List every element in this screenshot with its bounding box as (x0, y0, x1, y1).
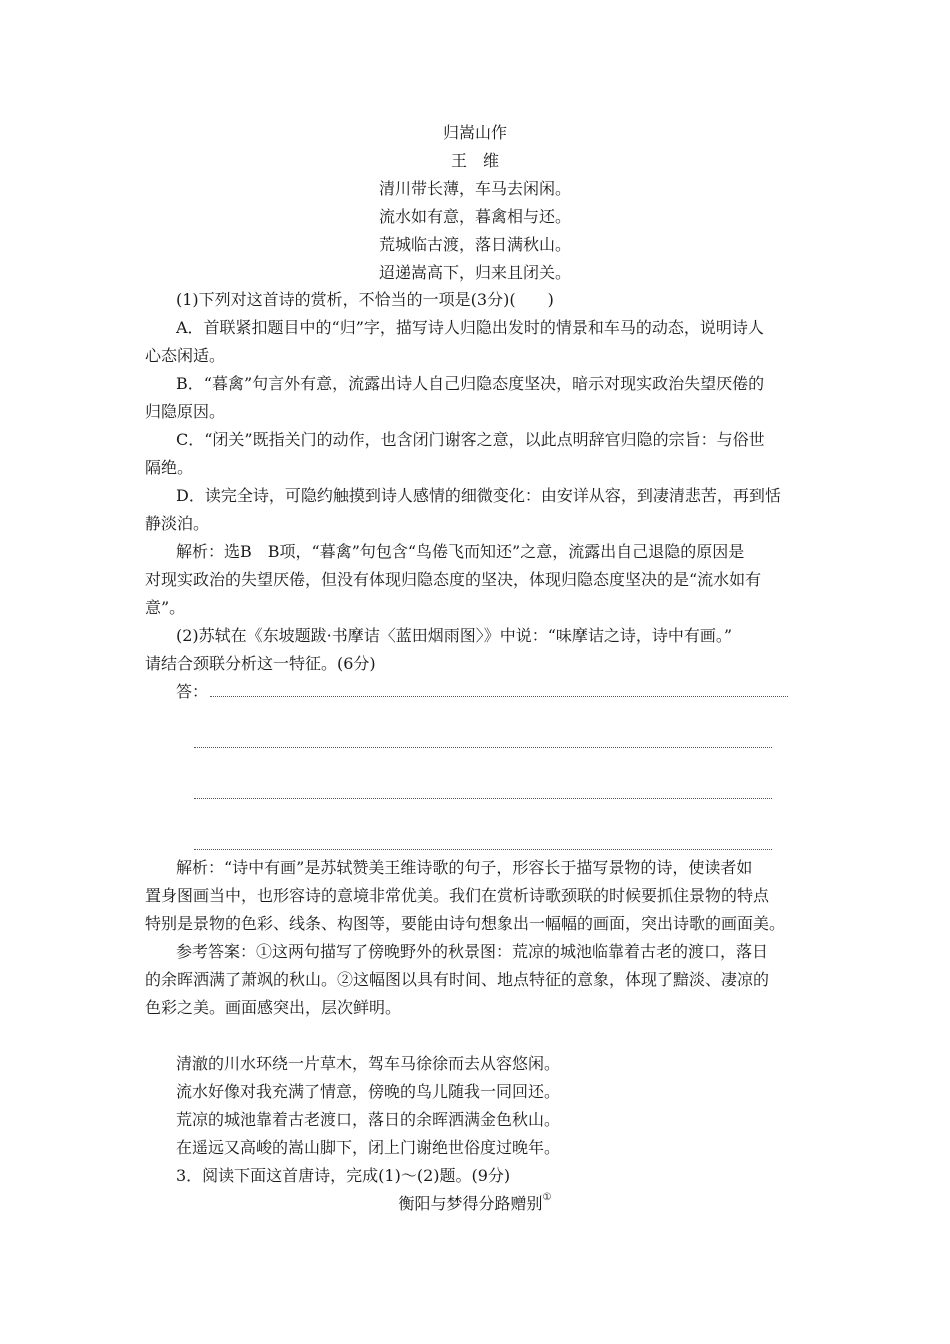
q2-stem-line1: (2)苏轼在《东坡题跋·书摩诘〈蓝田烟雨图〉》中说：“味摩诘之诗，诗中有画。” (176, 626, 733, 645)
footnote-marker: ① (542, 1192, 552, 1203)
q1-option-c-line1: C．“闭关”既指关门的动作，也含闭门谢客之意，以此点明辞官归隐的宗旨：与俗世 (176, 430, 765, 449)
q2-stem-line2: 请结合颈联分析这一特征。(6分) (145, 654, 376, 673)
poem-line-4: 迢递嵩高下，归来且闭关。 (378, 263, 571, 282)
q1-analysis-line2: 对现实政治的失望厌倦，但没有体现归隐态度的坚决，体现归隐态度坚决的是“流水如有 (145, 570, 762, 589)
answer-line-3[interactable] (194, 798, 772, 799)
q1-stem: (1)下列对这首诗的赏析，不恰当的一项是(3分)( ) (176, 290, 554, 309)
q3-poem-title (0, 1193, 950, 1215)
answer-line-4[interactable] (194, 849, 772, 850)
translation-line-4: 在遥远又高峻的嵩山脚下，闭上门谢绝世俗度过晚年。 (176, 1138, 561, 1157)
answer-line-2[interactable] (194, 747, 772, 748)
poem-author: 王 维 (450, 151, 499, 170)
answer-line-1[interactable] (210, 696, 788, 697)
answer-label: 答： (176, 682, 209, 701)
q2-reference-line3: 色彩之美。画面感突出，层次鲜明。 (145, 998, 402, 1017)
q1-option-b-line2: 归隐原因。 (145, 402, 226, 421)
q2-analysis-line1: 解析：“诗中有画”是苏轼赞美王维诗歌的句子，形容长于描写景物的诗，使读者如 (176, 858, 753, 877)
translation-line-3: 荒凉的城池靠着古老渡口，落日的余晖洒满金色秋山。 (176, 1110, 561, 1129)
q1-option-d-line2: 静淡泊。 (145, 514, 210, 533)
poem-title: 归嵩山作 (442, 123, 507, 142)
translation-line-2: 流水好像对我充满了情意，傍晚的鸟儿随我一同回还。 (176, 1082, 561, 1101)
q2-analysis-line3: 特别是景物的色彩、线条、构图等，要能由诗句想象出一幅幅的画面，突出诗歌的画面美。 (145, 914, 786, 933)
poem-line-1: 清川带长薄，车马去闲闲。 (378, 179, 571, 198)
q1-analysis-line3: 意”。 (145, 598, 186, 617)
q2-reference-line2: 的余晖洒满了萧飒的秋山。②这幅图以具有时间、地点特征的意象，体现了黯淡、凄凉的 (145, 970, 770, 989)
q2-reference-line1: 参考答案：①这两句描写了傍晚野外的秋景图：荒凉的城池临靠着古老的渡口，落日 (176, 942, 769, 961)
q3-poem-title-text: 衡阳与梦得分路赠别 (398, 1194, 543, 1213)
translation-line-1: 清澈的川水环绕一片草木，驾车马徐徐而去从容悠闲。 (176, 1054, 561, 1073)
q1-option-d-line1: D．读完全诗，可隐约触摸到诗人感情的细微变化：由安详从容，到凄清悲苦，再到恬 (176, 486, 781, 505)
q1-option-b-line1: B．“暮禽”句言外有意，流露出诗人自己归隐态度坚决，暗示对现实政治失望厌倦的 (176, 374, 765, 393)
q1-analysis-line1: 解析：选B B项，“暮禽”句包含“鸟倦飞而知还”之意，流露出自己退隐的原因是 (176, 542, 745, 561)
q1-option-a-line1: A．首联紧扣题目中的“归”字，描写诗人归隐出发时的情景和车马的动态，说明诗人 (176, 318, 764, 337)
poem-line-2: 流水如有意，暮禽相与还。 (378, 207, 571, 226)
q1-option-c-line2: 隔绝。 (145, 458, 194, 477)
poem-line-3: 荒城临古渡，落日满秋山。 (378, 235, 571, 254)
q1-option-a-line2: 心态闲适。 (145, 346, 226, 365)
q3-stem: 3．阅读下面这首唐诗，完成(1)～(2)题。(9分) (176, 1166, 511, 1185)
q2-analysis-line2: 置身图画当中，也形容诗的意境非常优美。我们在赏析诗歌颈联的时候要抓住景物的特点 (145, 886, 770, 905)
